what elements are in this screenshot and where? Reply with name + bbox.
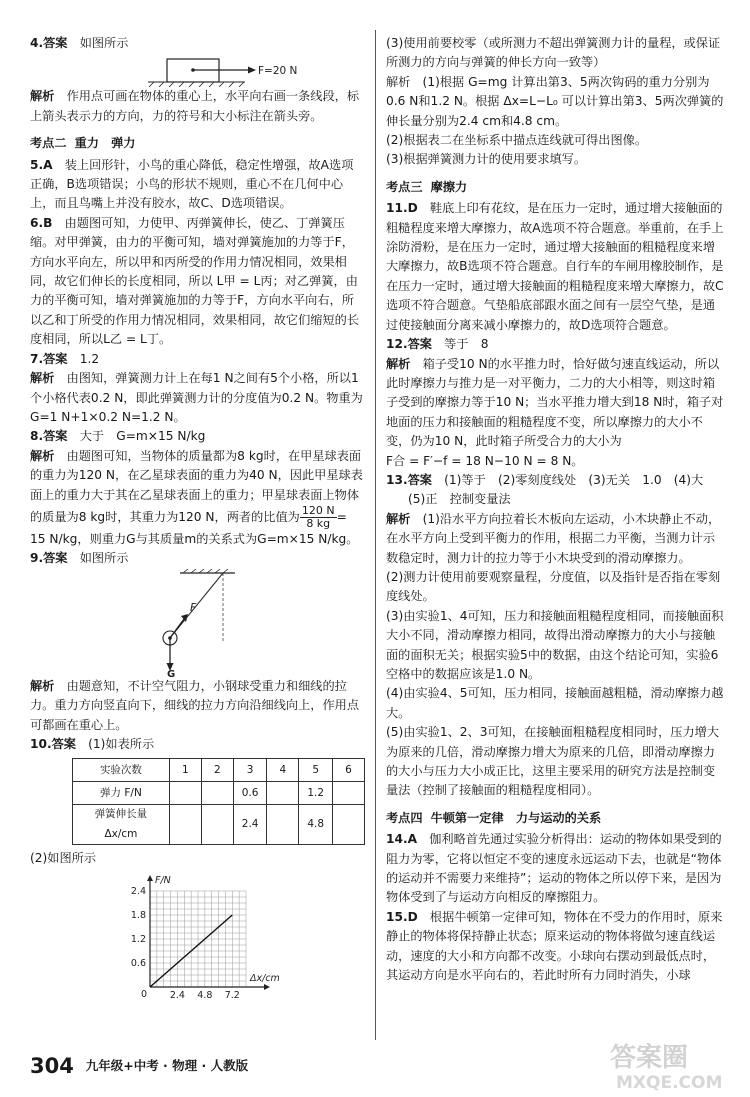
q13-analysis-1: 解析 (1)沿水平方向拉着长木板向左运动，小木块静止不动，在水平方向上受到平衡力的作用，根据二力平衡，当测力计示数稳定时，测力计的拉力等于小木块受到的滑动摩擦力。 xyxy=(386,511,721,565)
q13-answer-line2: (5)正 控制变量法 xyxy=(408,492,511,507)
q10-data-table xyxy=(72,758,365,845)
q8-answer-line: 8.答案 大于 G=m×15 N/kg xyxy=(30,429,206,444)
q10-sub2: (2)如图所示 xyxy=(30,851,97,866)
q12-answer-line: 12.答案 等于 8 xyxy=(386,337,489,352)
q7-analysis: 解析 由图知，弹簧测力计上在每1 N之间有5个小格，所以1个小格代表0.2 N，即此弹簧测力计的分度值为0.2 N。物重为G=1 N+1×0.2 N=1.2 N。 xyxy=(30,371,363,424)
q9-pendulum-diagram xyxy=(30,569,360,677)
q6-block: 6.B 由题图可知，力使甲、丙弹簧伸长，使乙、丁弹簧压缩。对甲弹簧，由力的平衡可知，墙对弹簧施加的力等于F，方向水平向左，所以甲和丙所受的作用力情况相同，效果相同，故它们伸长的长度相同，所以 L甲 = L丙；对乙弹簧，由力的平衡可知，墙对弹簧施加的力等于F，方向水平向右，所以乙和丁所受的作用力情况相同，效果相同，故它们缩短的长度相同，所以L乙 = L丁。 xyxy=(30,215,360,347)
section2-header: 考点二 重力 弹力 xyxy=(30,136,136,151)
q4-force-diagram xyxy=(30,53,360,87)
tension-arrow-line xyxy=(170,619,184,638)
y-tick-label: 2.4 xyxy=(130,885,146,897)
y-tick-label: 1.8 xyxy=(130,909,146,921)
q4-analysis: 作用点可画在物体的重心上，水平向右画一条线段，标上箭头表示力的方向，力的符号和大小标注在箭头旁。 xyxy=(30,89,360,123)
q10-answer-line: 10.答案 (1)如表所示 xyxy=(30,736,155,751)
q10-analysis-3: (3)根据弹簧测力计的使用要求填写。 xyxy=(386,152,587,167)
table-row: 实验次数 1 2 3 4 5 6 xyxy=(73,759,365,782)
q13-analysis-3: (3)由实验1、4可知，压力和接触面粗糙程度相同，而接触面积大小不同，滑动摩擦力相同，故得出滑动摩擦力的大小与接触面的面积无关；根据实验5中的数据，由这个结论可知，实验6空格中的数据应该是1.0 N。 xyxy=(386,608,724,681)
q10-analysis-2: (2)根据表二在坐标系中描点连线就可得出图像。 xyxy=(386,133,648,148)
origin-label: 0 xyxy=(141,988,148,999)
q13-analysis-4: (4)由实验4、5可知，压力相同，接触面越粗糙，滑动摩擦力越大。 xyxy=(386,686,724,720)
q4-answer: 如图所示 xyxy=(79,36,129,50)
section3-header: 考点三 摩擦力 xyxy=(386,179,468,194)
q9-answer-line: 9.答案 如图所示 xyxy=(30,551,129,566)
q13-analysis-5: (5)由实验1、2、3可知，在接触面粗糙程度相同时，压力增大为原来的几倍，滑动摩擦力增大为原来的几倍，即滑动摩擦力的大小与压力大小成正比，这里主要采用的研究方法是控制变量法（控制了接触面的粗糙程度相同）。 xyxy=(386,725,720,798)
y-axis-arrow xyxy=(147,875,153,881)
page-footer xyxy=(30,1054,430,1078)
q8-analysis: 解析 由题图可知，当物体的质量都为8 kg时，在甲星球表面的重力为120 N，在乙星球表面的重力为40 N，因此甲星球表面上的重力大于其在乙星球表面上的重力；甲星球表面上物体的质量为8 kg时，其重力为120 N，两者的比值为 $\frac{120 N}{8 kg}=$ 15 N/kg，则重力G与其质量m的关系式为G=m×15 N/kg。 xyxy=(30,448,363,546)
q7-answer-line: 7.答案 1.2 xyxy=(30,351,100,366)
q12-analysis: 解析 箱子受10 N的水平推力时，恰好做匀速直线运动，所以此时摩擦力与推力是一对平衡力，二力的大小相等，则这时箱子受到的摩擦力等于10 N；当水平推力增大到18 N时，箱子对地面的压力和接触面的粗糙程度不变，所以摩擦力的大小不变，仍为10 N，此时箱子所受合力的大小为 F合 = F′−f = 18 N−10 N = 8 N。 xyxy=(386,356,724,468)
left-column xyxy=(30,34,365,999)
tension-label: F xyxy=(190,600,197,614)
x-tick-label: 2.4 xyxy=(169,989,185,999)
q4-block xyxy=(30,34,365,126)
ratio-fraction: $\frac{120 N}{8 kg}$ xyxy=(301,503,335,530)
svg-text:MXQE.COM: MXQE.COM xyxy=(616,1073,723,1093)
page-number: 304 xyxy=(30,1054,74,1078)
section4-header: 考点四 牛顿第一定律 力与运动的关系 xyxy=(386,810,602,825)
x-tick-label: 4.8 xyxy=(197,989,213,999)
y-tick-label: 1.2 xyxy=(130,933,146,945)
q4-number: 4.答案 xyxy=(30,36,68,50)
q11-block: 11.D 鞋底上印有花纹，是在压力一定时，通过增大接触面的粗糙程度来增大摩擦力，故A选项不符合题意。举重前，在手上涂防滑粉，是在压力一定时，通过增大接触面的粗糙程度来增大摩擦力，故B选项不符合题意。自行车的车闸用橡胶制作，是在压力一定时，通过增大接触面的粗糙程度来增大摩擦力，故C选项不符合题意。气垫船底部跟水面之间有一层空气垫，是通过使接触面分离来减小摩擦力的，故D选项符合题意。 xyxy=(386,201,724,332)
q10-graph xyxy=(30,869,360,999)
y-tick-label: 0.6 xyxy=(130,957,146,969)
q5-block: 5.A 装上回形针，小鸟的重心降低，稳定性增强，故A选项正确，B选项错误；小鸟的形状不规则，重心不在几何中心上，而且鸟嘴上并没有胶水，故C、D选项错误。 xyxy=(30,157,354,211)
book-title: 九年级+中考 · 物理 · 人教版 xyxy=(85,1058,249,1073)
q10-analysis-1: 解析 (1)根据 G=mg 计算出第3、5两次钩码的重力分别为0.6 N和1.2 N。根据 Δx=L−L₀ 可以计算出第3、5两次弹簧的伸长量分别为2.4 cm和4.8 cm。 xyxy=(386,74,724,128)
force-label: F=20 N xyxy=(258,65,298,78)
q14-block: 14.A 伽利略首先通过实验分析得出：运动的物体如果受到的阻力为零，它将以恒定不变的速度永远运动下去，也就是“物体的运动并不需要力来维持”；运动的物体之所以停下来，是因为物体受到了与运动方向相反的摩擦阻力。 xyxy=(386,832,722,905)
table-row: 弹簧伸长量 Δx/cm 2.4 4.8 xyxy=(73,805,365,845)
q4-analysis-label: 解析 xyxy=(30,89,55,104)
x-axis-label: Δx/cm xyxy=(250,972,280,984)
q13-answer-line: 13.答案 (1)等于 (2)零刻度线处 (3)无关 1.0 (4)大 xyxy=(386,472,704,487)
q10-part3: (3)使用前要校零（或所测力不超出弹簧测力计的量程，或保证所测力的方向与弹簧的伸长方向一致等） xyxy=(386,36,721,70)
q13-analysis-2: (2)测力计使用前要观察量程，分度值，以及指针是否指在零刻度线处。 xyxy=(386,569,721,604)
column-divider xyxy=(375,30,376,1040)
force-arrowhead xyxy=(248,67,256,74)
q9-analysis: 解析 由题意知，不计空气阻力，小钢球受重力和细线的拉力。重力方向竖直向下，细线的拉力方向沿细线向上，作用点可都画在重心上。 xyxy=(30,678,360,732)
right-column xyxy=(386,34,726,986)
y-axis-label: F/N xyxy=(155,874,171,886)
svg-text:答案圈: 答案圈 xyxy=(610,1043,689,1073)
gravity-label: G xyxy=(167,668,176,677)
watermark-logo xyxy=(606,1036,746,1094)
table-row: 弹力 F/N 0.6 1.2 xyxy=(73,782,365,805)
q15-block: 15.D 根据牛顿第一定律可知，物体在不受力的作用时，原来静止的物体将保持静止状态；原来运动的物体将做匀速直线运动，速度的大小和方向都不改变。小球向右摆动到最低点时，其运动方向是水平向右的，若此时所有力同时消失，小球 xyxy=(386,909,723,983)
x-tick-label: 7.2 xyxy=(224,989,240,999)
x-axis-arrow xyxy=(264,984,270,990)
